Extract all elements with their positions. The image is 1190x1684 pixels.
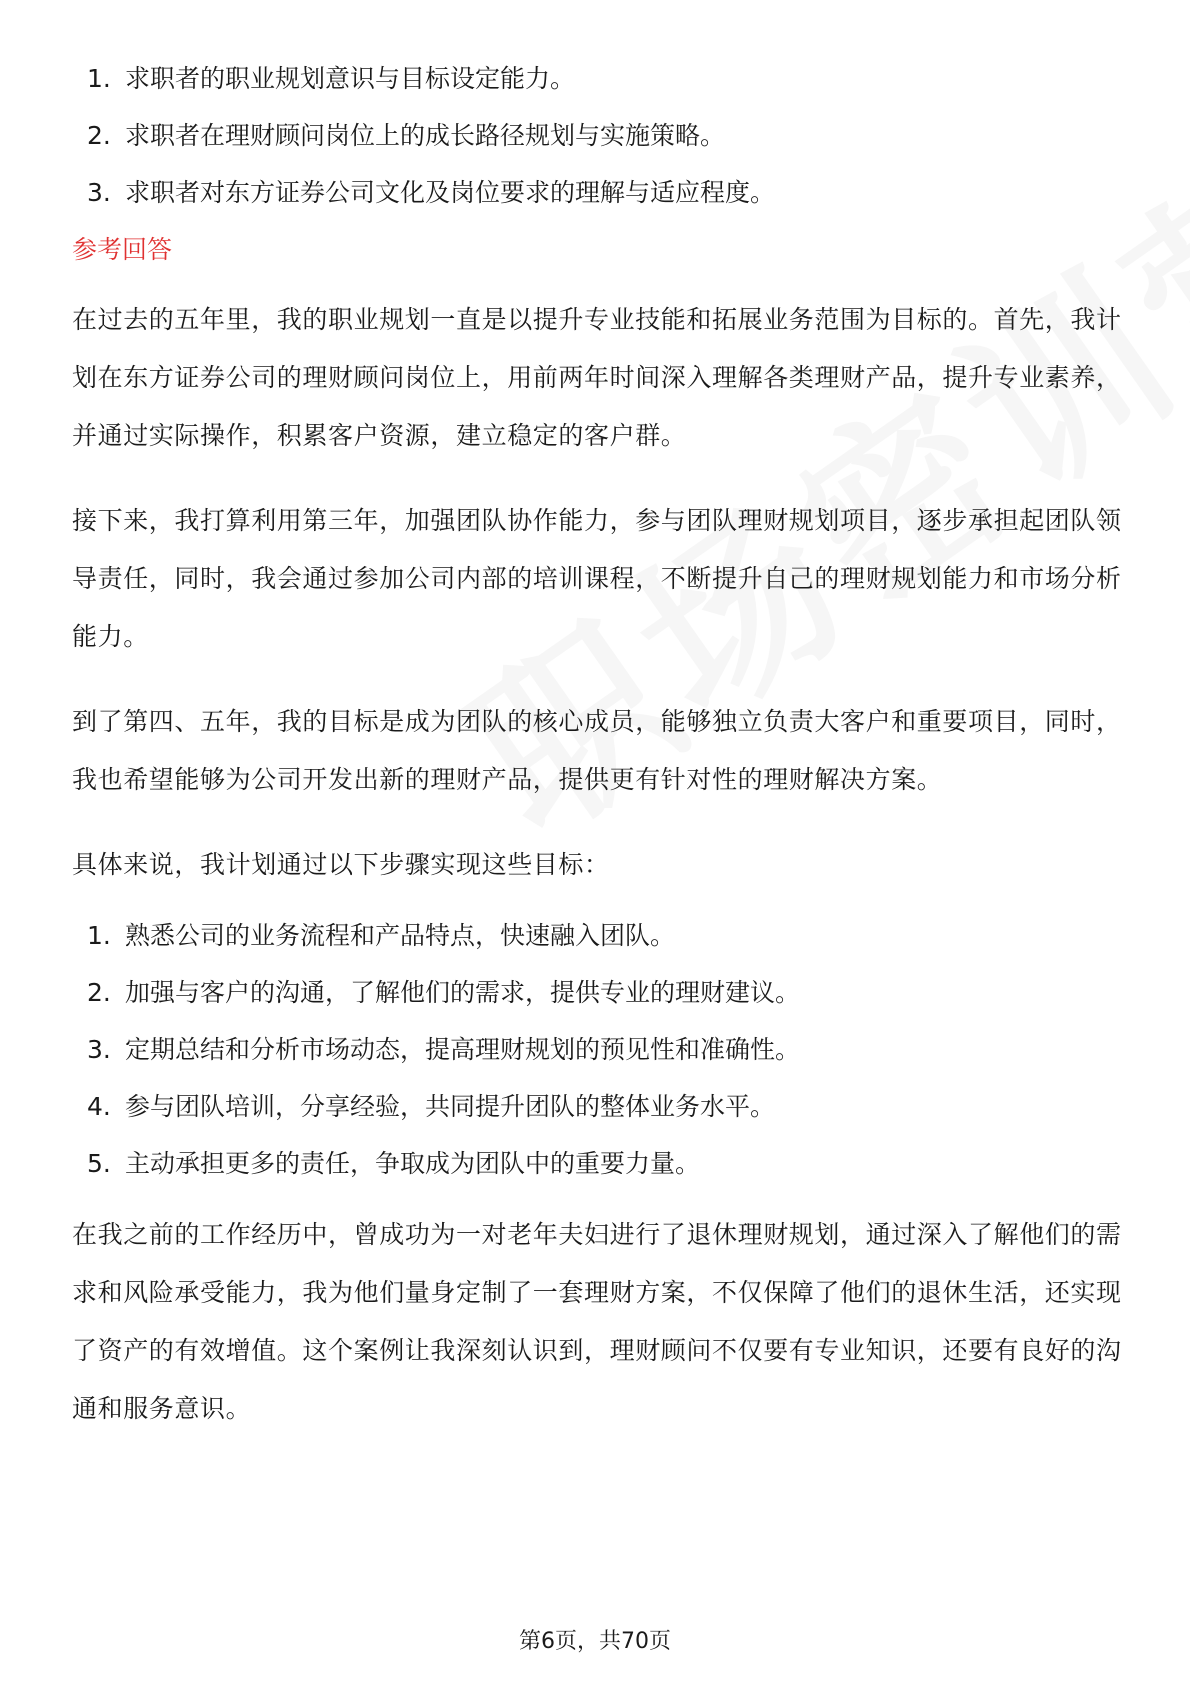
list-number: 1. [87, 64, 111, 93]
list-number: 1. [87, 921, 111, 950]
list-text: 主动承担更多的责任，争取成为团队中的重要力量。 [125, 1149, 701, 1178]
list-item [72, 1035, 1122, 1065]
list-item [72, 1092, 1122, 1122]
criteria-list [72, 64, 1122, 208]
list-item [72, 64, 1122, 94]
paragraph: 在过去的五年里，我的职业规划一直是以提升专业技能和拓展业务范围为目标的。首先，我计划在东方证券公司的理财顾问岗位上，用前两年时间深入理解各类理财产品，提升专业素养，并通过实际操作，积累客户资源，建立稳定的客户群。 [72, 305, 1122, 450]
list-text: 求职者的职业规划意识与目标设定能力。 [125, 64, 576, 93]
list-text: 参与团队培训，分享经验，共同提升团队的整体业务水平。 [125, 1092, 776, 1121]
page-number: 第6页，共70页 [519, 1629, 671, 1654]
steps-list [72, 921, 1122, 1179]
list-number: 3. [87, 1035, 111, 1064]
list-text: 求职者在理财顾问岗位上的成长路径规划与实施策略。 [125, 121, 726, 150]
list-number: 4. [87, 1092, 111, 1121]
list-number: 2. [87, 978, 111, 1007]
page-content [72, 60, 1122, 1438]
list-number: 5. [87, 1149, 111, 1178]
paragraph: 到了第四、五年，我的目标是成为团队的核心成员，能够独立负责大客户和重要项目，同时，我也希望能够为公司开发出新的理财产品，提供更有针对性的理财解决方案。 [72, 707, 1122, 794]
list-item [72, 121, 1122, 151]
list-text: 加强与客户的沟通，了解他们的需求，提供专业的理财建议。 [125, 978, 801, 1007]
section-heading: 参考回答 [72, 235, 173, 264]
list-number: 2. [87, 121, 111, 150]
list-item [72, 921, 1122, 951]
list-item [72, 978, 1122, 1008]
list-item [72, 1149, 1122, 1179]
closing-paragraph: 在我之前的工作经历中，曾成功为一对老年夫妇进行了退休理财规划，通过深入了解他们的需求和风险承受能力，我为他们量身定制了一套理财方案，不仅保障了他们的退休生活，还实现了资产的有效增值。这个案例让我深刻认识到，理财顾问不仅要有专业知识，还要有良好的沟通和服务意识。 [72, 1220, 1122, 1423]
list-item [72, 178, 1122, 208]
paragraph: 具体来说，我计划通过以下步骤实现这些目标： [72, 850, 610, 879]
list-number: 3. [87, 178, 111, 207]
list-text: 定期总结和分析市场动态，提高理财规划的预见性和准确性。 [125, 1035, 801, 1064]
list-text: 求职者对东方证券公司文化及岗位要求的理解与适应程度。 [125, 178, 776, 207]
list-text: 熟悉公司的业务流程和产品特点，快速融入团队。 [125, 921, 676, 950]
paragraph: 接下来，我打算利用第三年，加强团队协作能力，参与团队理财规划项目，逐步承担起团队领导责任，同时，我会通过参加公司内部的培训课程，不断提升自己的理财规划能力和市场分析能力。 [72, 506, 1122, 651]
